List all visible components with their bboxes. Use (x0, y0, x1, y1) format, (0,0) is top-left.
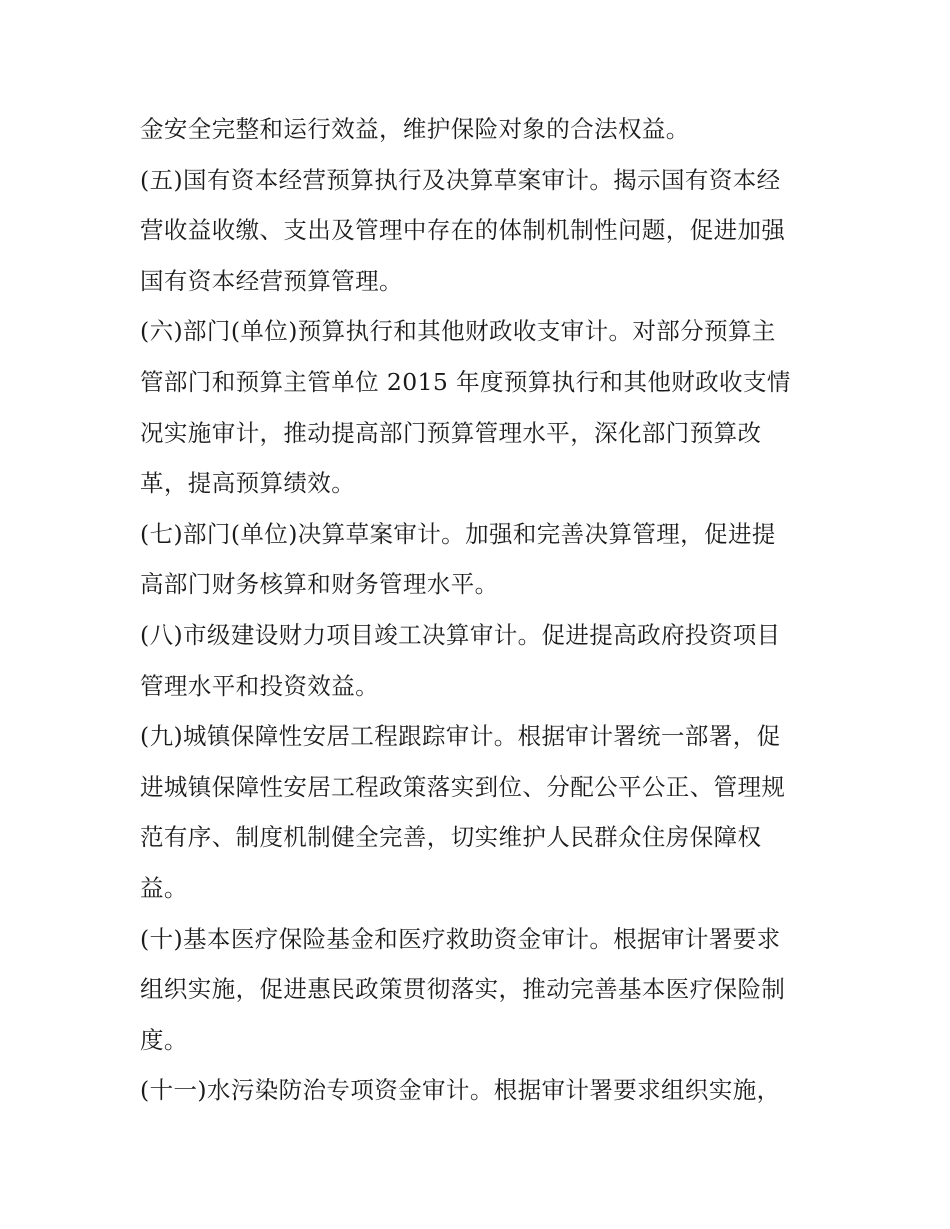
text-line: (六)部门(单位)预算执行和其他财政收支审计。对部分预算主 (140, 317, 776, 346)
text-line: (五)国有资本经营预算执行及决算草案审计。揭示国有资本经 (140, 165, 781, 194)
text-line: 金安全完整和运行效益，维护保险对象的合法权益。 (140, 115, 690, 143)
document-body (140, 104, 840, 1116)
text-line: 管理水平和投资效益。 (140, 671, 379, 700)
text-line: 组织实施，促进惠民政策贯彻落实，推动完善基本医疗保险制 (140, 975, 786, 1004)
text-line: (八)市级建设财力项目竣工决算审计。促进提高政府投资项目 (140, 620, 781, 649)
text-line: 况实施审计，推动提高部门预算管理水平，深化部门预算改 (140, 418, 762, 447)
text-line: (九)城镇保障性安居工程跟踪审计。根据审计署统一部署，促 (140, 722, 781, 751)
text-line: (十)基本医疗保险基金和医疗救助资金审计。根据审计署要求 (140, 924, 781, 953)
text-line: 益。 (140, 873, 188, 902)
text-line: 高部门财务核算和财务管理水平。 (140, 570, 499, 599)
text-line: 革，提高预算绩效。 (140, 469, 356, 498)
text-line: (十一)水污染防治专项资金审计。根据审计署要求组织实施， (140, 1076, 781, 1105)
text-line: 营收益收缴、支出及管理中存在的体制机制性问题，促进加强 (140, 216, 786, 245)
text-line: (七)部门(单位)决算草案审计。加强和完善决算管理，促进提 (140, 519, 776, 548)
text-line: 国有资本经营预算管理。 (140, 266, 403, 295)
text-line: 管部门和预算主管单位 2015 年度预算执行和其他财政收支情 (140, 367, 791, 396)
text-line: 度。 (140, 1025, 188, 1054)
text-line: 进城镇保障性安居工程政策落实到位、分配公平公正、管理规 (140, 772, 786, 801)
text-line: 范有序、制度机制健全完善，切实维护人民群众住房保障权 (140, 823, 762, 852)
